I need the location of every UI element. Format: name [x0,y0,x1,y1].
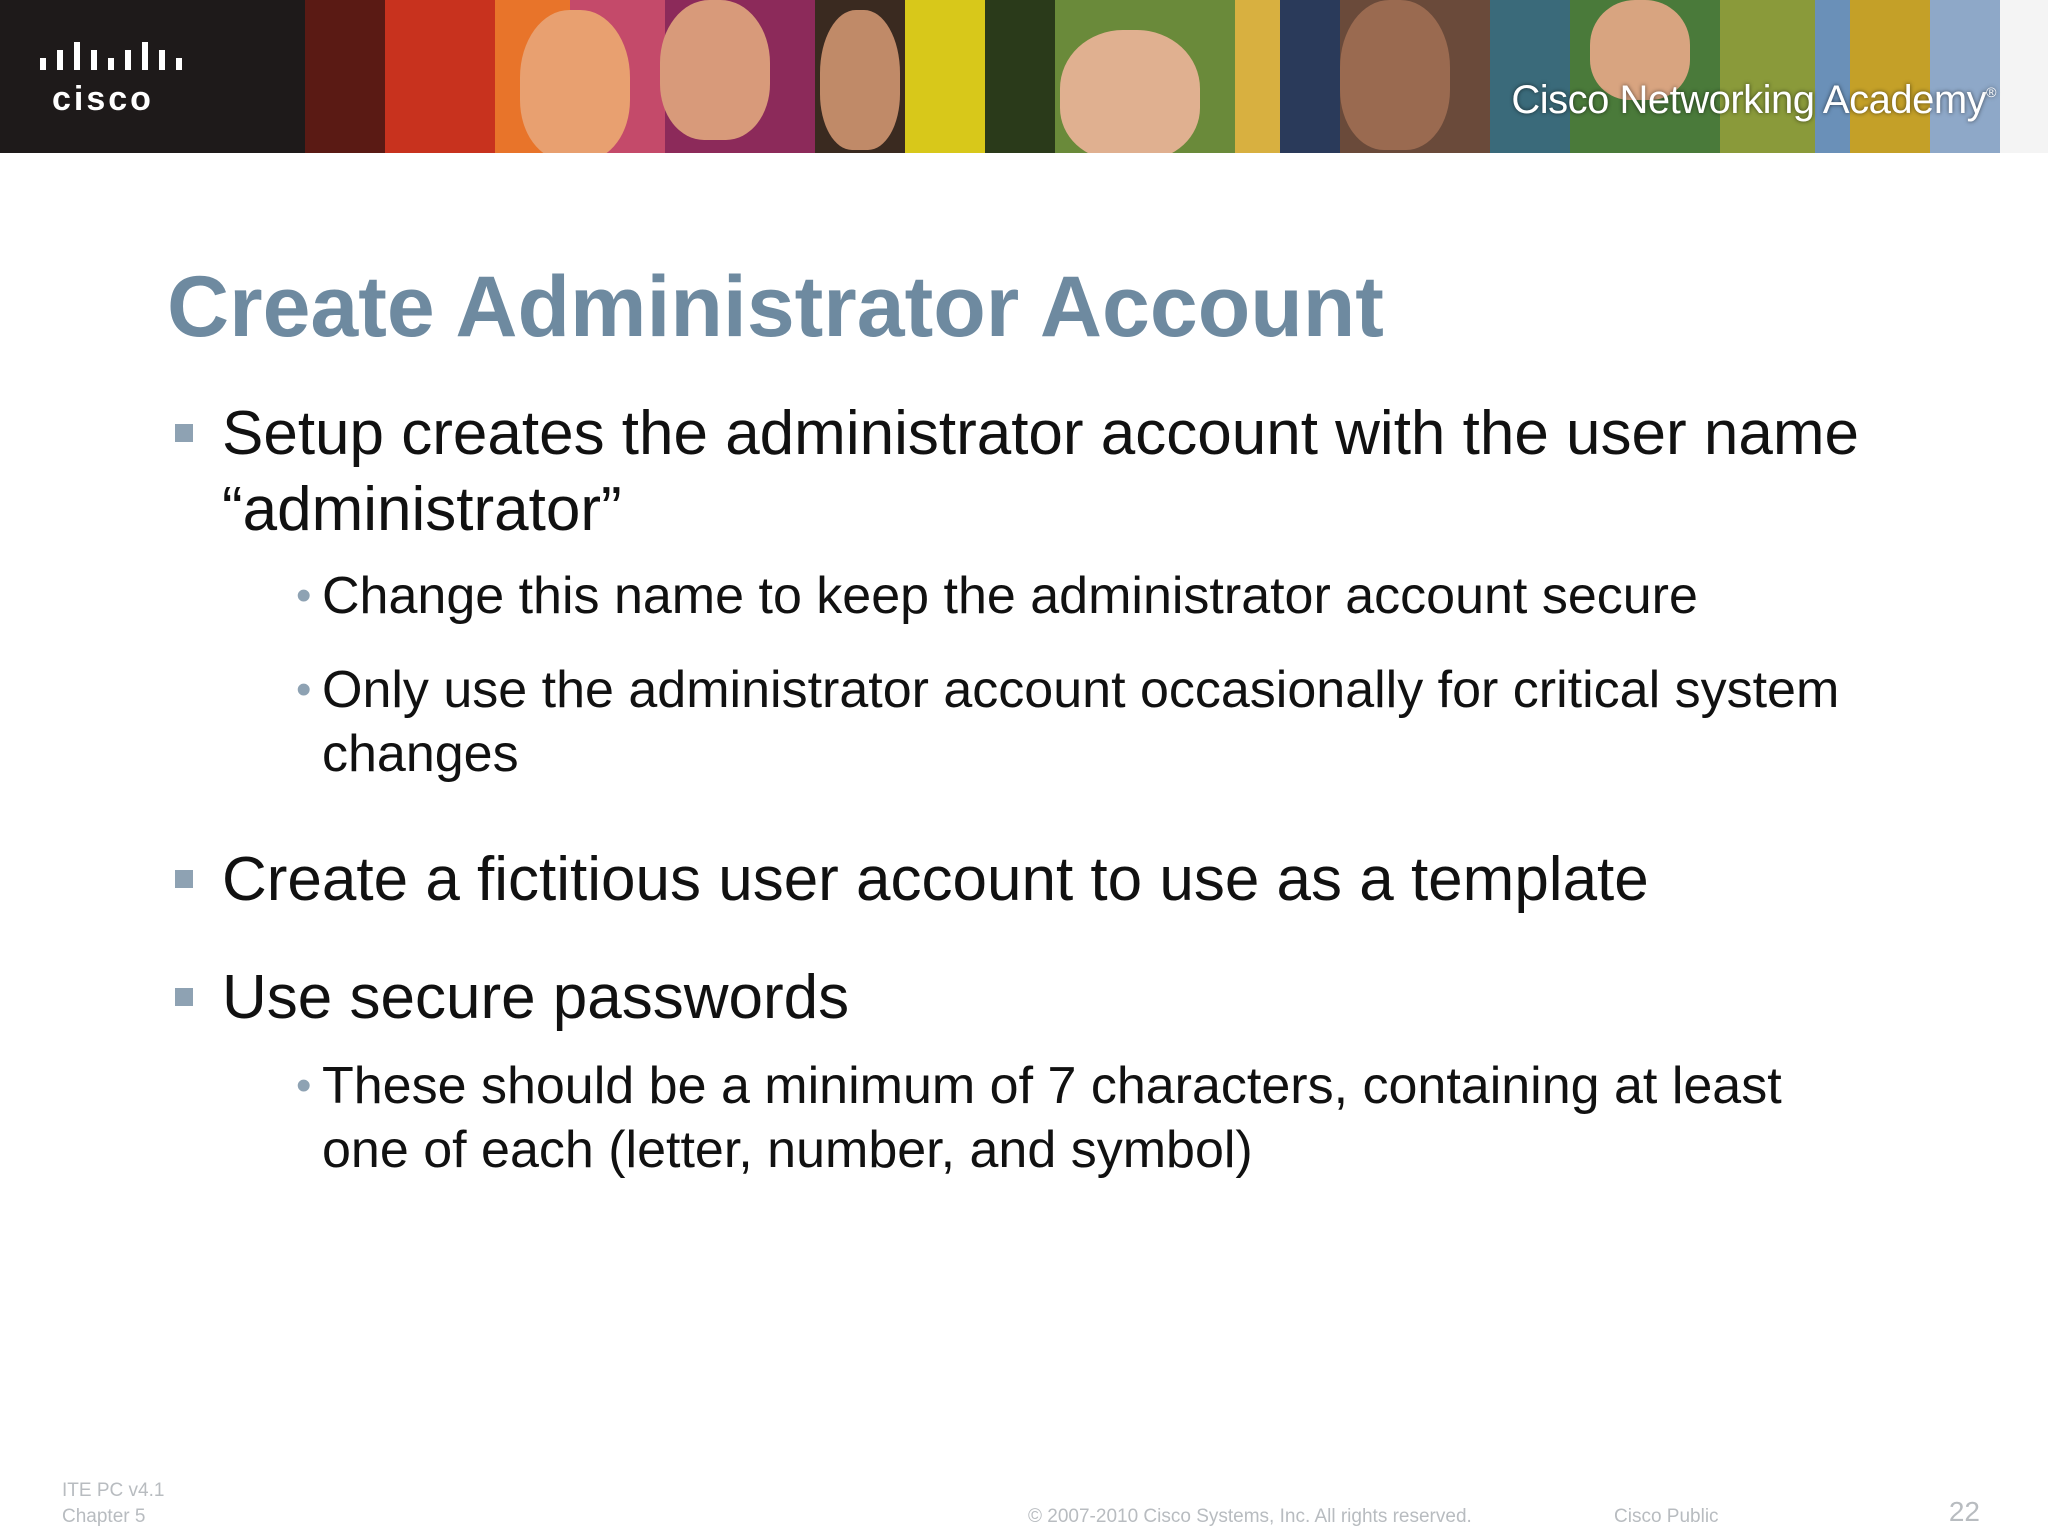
bullet-text: Use secure passwords [222,963,850,1032]
header-banner [0,0,2048,153]
bullet-text: Setup creates the administrator account with the user name “administrator” [222,399,1859,544]
banner-face [820,10,900,150]
academy-wordmark [1511,78,1996,123]
banner-photo-strip [985,0,1055,153]
dot-bullet-icon: • [296,1061,312,1110]
banner-photo-strip [1235,0,1280,153]
cisco-logo-bars-icon [40,40,190,80]
sub-bullet-item [296,658,1842,786]
sub-bullet-item [296,1054,1842,1182]
banner-face [660,0,770,140]
sub-bullet-item [296,564,1842,628]
bullet-text: Create a fictitious user account to use as a template [222,845,1649,914]
banner-photo-strip [1720,0,1815,153]
footer-course: ITE PC v4.1 [62,1480,165,1501]
cisco-logo-icon [40,40,190,120]
bullet-item [222,960,1862,1036]
bullet-item [222,842,1862,918]
footer-chapter: Chapter 5 [62,1506,146,1527]
footer-copyright: © 2007-2010 Cisco Systems, Inc. All rights reserved. [1028,1506,1472,1527]
banner-photo-strip [305,0,385,153]
academy-wordmark-text: Cisco Networking Academy [1511,78,1987,122]
slide-title: Create Administrator Account [167,259,1384,355]
bullet-item [222,396,1862,548]
square-bullet-icon [175,870,193,888]
banner-photo-strip [2000,0,2048,153]
banner-photo-strip [1280,0,1340,153]
sub-bullet-text: Only use the administrator account occasionally for critical system changes [322,661,1840,783]
dot-bullet-icon: • [296,665,312,714]
banner-photo-strip [1815,0,1850,153]
sub-bullet-text: These should be a minimum of 7 characters, containing at least one of each (letter, number, and symbol) [322,1057,1782,1179]
square-bullet-icon [175,988,193,1006]
sub-bullet-text: Change this name to keep the administrator account secure [322,567,1698,625]
banner-photo-strip [1930,0,2000,153]
banner-photo-strip [385,0,495,153]
banner-photo-strip [1490,0,1570,153]
cisco-logo-text: cisco [52,80,154,118]
banner-face [1340,0,1450,150]
footer-classification: Cisco Public [1614,1506,1719,1527]
dot-bullet-icon: • [296,571,312,620]
registered-mark: ® [1986,84,1996,100]
banner-face [520,10,630,153]
banner-face [1060,30,1200,153]
banner-photo-strip [905,0,985,153]
square-bullet-icon [175,424,193,442]
banner-photo-strip [1850,0,1930,153]
page-number: 22 [1948,1496,1980,1527]
